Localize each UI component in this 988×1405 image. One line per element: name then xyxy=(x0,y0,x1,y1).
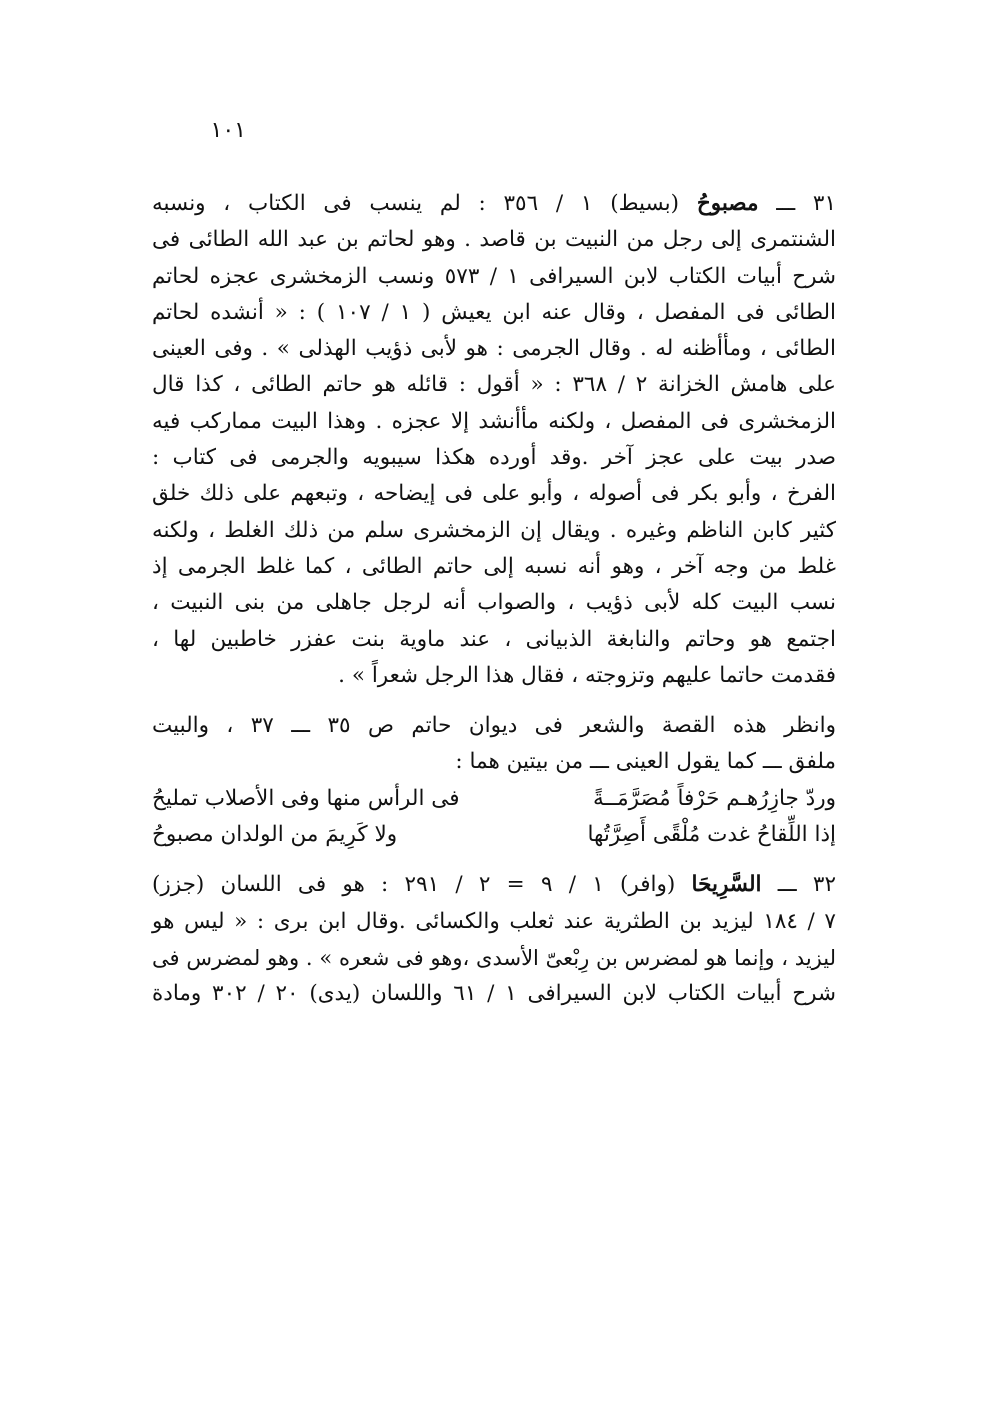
paragraph-gap xyxy=(152,694,836,708)
text-line: الفرخ ، وأبو بكر فى أصوله ، وأبو على فى إيضاحه ، وتبعهم على ذلك خلق xyxy=(152,481,836,507)
text-line: كثير كابن الناظم وغيره . ويقال إن الزمخشرى سلم من ذلك الغلط ، ولكنه xyxy=(152,517,836,543)
text-line: على هامش الخزانة ٢ / ٣٦٨ : « أقول : قائله هو حاتم الطائى ، كذا قال xyxy=(152,372,836,398)
entry-keyword: مصبوحُ xyxy=(696,191,759,216)
verse-first-hemistich: إذا اللِّقاحُ غدت مُلْقًى أَصِرَّتُها xyxy=(587,822,836,848)
text-line: الطائى فى المفصل ، وقال عنه ابن يعيش ( ١ / ١٠٧ ) : « أنشده لحاتم xyxy=(152,299,836,325)
main-text xyxy=(152,186,836,1013)
text-line: غلط من وجه آخر ، وهو أنه نسبه إلى حاتم الطائى ، كما غلط الجرمى إذ xyxy=(152,553,836,579)
text-line: نسب البيت كله لأبى ذؤيب ، والصواب أنه لرجل جاهلى من بنى النبيت ، xyxy=(152,590,836,616)
entry-keyword: السَّرِيحَا xyxy=(691,872,762,898)
entry-number: ٣١ xyxy=(812,191,837,216)
text-line: ملفق ـــ كما يقول العينى ـــ من بيتين هما : xyxy=(455,749,836,775)
paragraph-gap xyxy=(152,853,836,867)
verse-first-hemistich: وردّ جازِرُهـم حَرْفاً مُصَرَّمَــةً xyxy=(592,785,836,811)
text-line: ٧ / ١٨٤ ليزيد بن الطثرية عند ثعلب والكسائى .وقال ابن برى : « ليس هو xyxy=(152,908,836,934)
text-line: اجتمع هو وحاتم والنابغة الذبيانى ، عند ماوية بنت عفزر خاطبين لها ، xyxy=(152,626,836,652)
text-line: شرح أبيات الكتاب لابن السيرافى ١ / ٦١ واللسان (يدى) ٢٠ / ٣٠٢ ومادة xyxy=(152,981,836,1007)
verse-line xyxy=(152,781,836,817)
text-line: فقدمت حاتما عليهم وتزوجته ، فقال هذا الرجل شعراً » . xyxy=(338,662,836,688)
entry-32-first-line xyxy=(152,867,836,903)
text-line: وانظر هذه القصة والشعر فى ديوان حاتم ص ٣٥ ـــ ٣٧ ، والبيت xyxy=(152,713,836,739)
text-line: الشنتمرى إلى رجل من النبيت بن قاصد . وهو لحاتم بن عبد الله الطائى فى xyxy=(152,227,836,253)
entry-dash: ـــ xyxy=(777,872,797,898)
entry-number: ٣٢ xyxy=(812,872,836,898)
text-line: شرح أبيات الكتاب لابن السيرافى ١ / ٥٧٣ ونسب الزمخشرى عجزه لحاتم xyxy=(152,263,836,289)
text-line: الطائى ، ومأأظنه له . وقال الجرمى : هو لأبى ذؤيب الهذلى » . وفى العينى xyxy=(152,336,836,362)
entry-31-first-line xyxy=(152,186,836,222)
text-line: الزمخشرى فى المفصل ، ولكنه مأأنشد إلا عجزه . وهذا البيت مماركب فيه xyxy=(152,408,836,434)
text-line: صدر بيت على عجز آخر .وقد أورده هكذا سيبويه والجرمى فى كتاب : xyxy=(152,445,836,471)
page-number: ١٠١ xyxy=(210,118,246,143)
entry-dash: ـــ xyxy=(776,191,796,216)
entry-text: (بسيط) ١ / ٣٥٦ : لم ينسب فى الكتاب ، ونسبه xyxy=(152,191,680,216)
verse-second-hemistich: فى الرأس منها وفى الأصلاب تمليحُ xyxy=(152,785,460,811)
verse-second-hemistich: ولا كَرِيمَ من الولدان مصبوحُ xyxy=(152,822,398,848)
text-line: ليزيد ، وإنما هو لمضرس بن رِبْعىّ الأسدى ،وهو فى شعره » . وهو لمضرس فى xyxy=(152,945,836,970)
verse-line xyxy=(152,817,836,853)
entry-text: (وافر) ١ / ٩ = ٢ / ٢٩١ : هو فى اللسان (جزز) xyxy=(152,872,676,898)
